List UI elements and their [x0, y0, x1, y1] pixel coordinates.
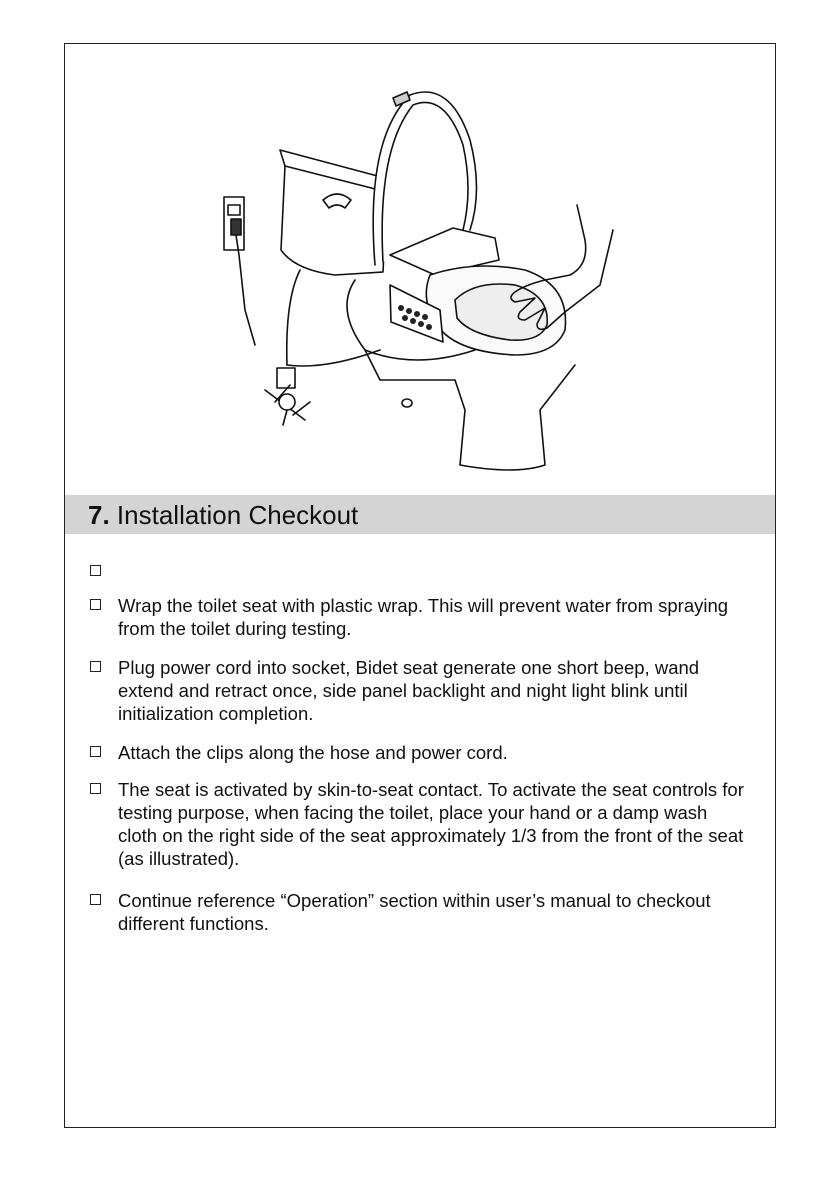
checklist-item-text: Attach the clips along the hose and power cord. [118, 742, 508, 763]
toilet-bidet-illustration [215, 80, 615, 480]
checkbox-icon[interactable] [90, 894, 101, 905]
checklist-item [90, 778, 750, 870]
checklist-item [90, 889, 750, 935]
section-title [88, 500, 358, 530]
checklist-item-text: Wrap the toilet seat with plastic wrap. This will prevent water from spraying from the toilet during testing. [118, 595, 729, 639]
checkbox-icon[interactable] [90, 783, 101, 794]
checklist-item [90, 594, 750, 640]
checkbox-icon[interactable] [90, 565, 101, 576]
wall-outlet-icon [224, 197, 255, 345]
bidet-seat [390, 228, 566, 355]
checklist-item [90, 656, 750, 725]
checklist-item-text: Continue reference “Operation” section within user’s manual to checkout different functions. [118, 890, 711, 934]
section-number: 7. [88, 500, 110, 530]
checkbox-icon[interactable] [90, 746, 101, 757]
checklist-item-text: Plug power cord into socket, Bidet seat generate one short beep, wand extend and retract once, side panel backlight and night light blink until initialization completion. [118, 657, 700, 724]
checkbox-icon[interactable] [90, 599, 101, 610]
toilet-tank [280, 150, 387, 275]
checklist-item-text: The seat is activated by skin-to-seat contact. To activate the seat controls for testing purpose, when facing the toilet, place your hand or a damp wash cloth on the right side of the seat approximately 1/3 from the front of the seat (as illustrated). [118, 779, 744, 869]
section-title-text: Installation Checkout [116, 500, 359, 530]
checkbox-icon[interactable] [90, 661, 101, 672]
checklist-item [90, 741, 750, 764]
